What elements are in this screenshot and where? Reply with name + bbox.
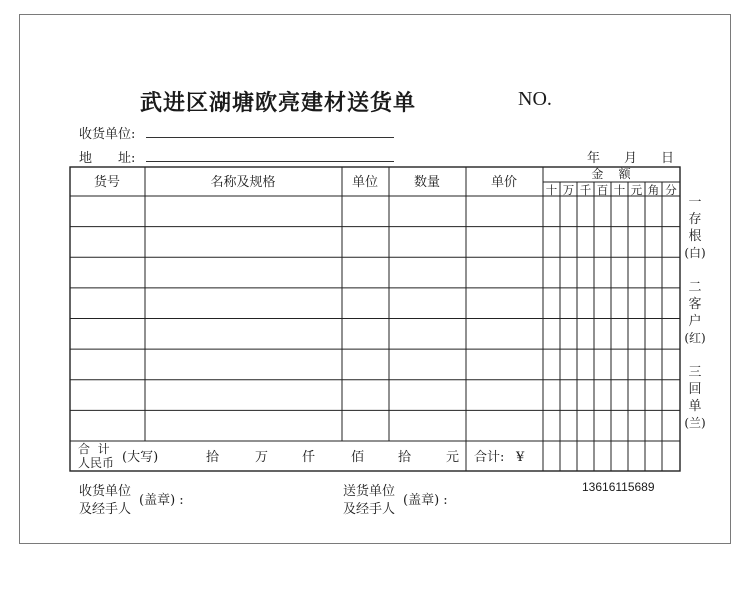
date-year: 年	[587, 151, 601, 166]
total-yuan: 元	[446, 450, 460, 465]
total-label-top: 合 计	[78, 442, 110, 456]
total-qian: 仟	[302, 450, 316, 465]
form-title: 武进区湖塘欧亮建材送货单	[140, 90, 417, 116]
digit-qian-place: 千	[579, 183, 592, 197]
total-wan: 万	[255, 450, 269, 465]
header-amount: 金 额	[591, 167, 631, 181]
header-unit: 单位	[351, 175, 379, 190]
total-bai: 佰	[351, 450, 365, 465]
copy-red-number: 二	[688, 280, 702, 295]
footer-sender-line2: 及经手人	[343, 502, 396, 517]
digit-shi-wan-place: 十	[545, 183, 558, 197]
copy-white-char2: 根	[688, 229, 702, 244]
footer-sender-stamp: (盖章) :	[403, 493, 448, 508]
total-shi-wan: 拾	[206, 450, 220, 465]
digit-fen-place: 分	[665, 183, 677, 197]
copy-red-char2: 户	[688, 314, 702, 329]
copy-blue-number: 三	[688, 365, 702, 380]
digit-shi-place: 十	[613, 183, 626, 197]
copy-red-color: (红)	[684, 331, 706, 345]
phone-number: 13616115689	[582, 480, 655, 494]
total-shi: 拾	[398, 450, 412, 465]
address-label-second: 址:	[118, 151, 136, 166]
footer-receiver-line1: 收货单位	[79, 484, 132, 499]
copy-blue-char1: 回	[688, 382, 702, 397]
receiver-label: 收货单位:	[79, 127, 136, 142]
address-label-first: 地	[79, 151, 93, 166]
header-qty: 数量	[413, 175, 441, 190]
form-number-label: NO.	[518, 88, 552, 110]
copy-red	[683, 279, 707, 347]
total-daxie: (大写)	[122, 450, 159, 465]
header-price: 单价	[490, 175, 518, 190]
copy-white-char1: 存	[688, 212, 702, 227]
copy-blue	[683, 364, 707, 432]
copy-blue-color: (兰)	[684, 416, 706, 430]
digit-lines	[560, 182, 662, 471]
copy-white-color: (白)	[684, 246, 706, 260]
footer-sender-line1: 送货单位	[343, 484, 396, 499]
digit-wan-place: 万	[562, 183, 575, 197]
footer-receiver-line2: 及经手人	[79, 502, 132, 517]
header-code: 货号	[93, 175, 121, 190]
row-lines	[70, 227, 680, 411]
copy-white	[683, 194, 707, 262]
digit-jiao-place: 角	[647, 183, 660, 197]
total-label-bottom: 人民币	[78, 456, 115, 470]
date-month: 月	[624, 151, 638, 166]
digit-bai-place: 百	[596, 183, 609, 197]
copy-red-char1: 客	[688, 297, 702, 312]
digit-yuan-place: 元	[630, 183, 643, 197]
total-heji-label: 合计:	[474, 450, 505, 465]
copy-blue-char2: 单	[688, 399, 702, 414]
date-day: 日	[661, 151, 675, 166]
total-currency-symbol: ¥	[516, 450, 525, 465]
copy-white-number: 一	[688, 195, 702, 210]
footer-receiver-stamp: (盖章) :	[139, 493, 184, 508]
header-name: 名称及规格	[210, 175, 276, 190]
